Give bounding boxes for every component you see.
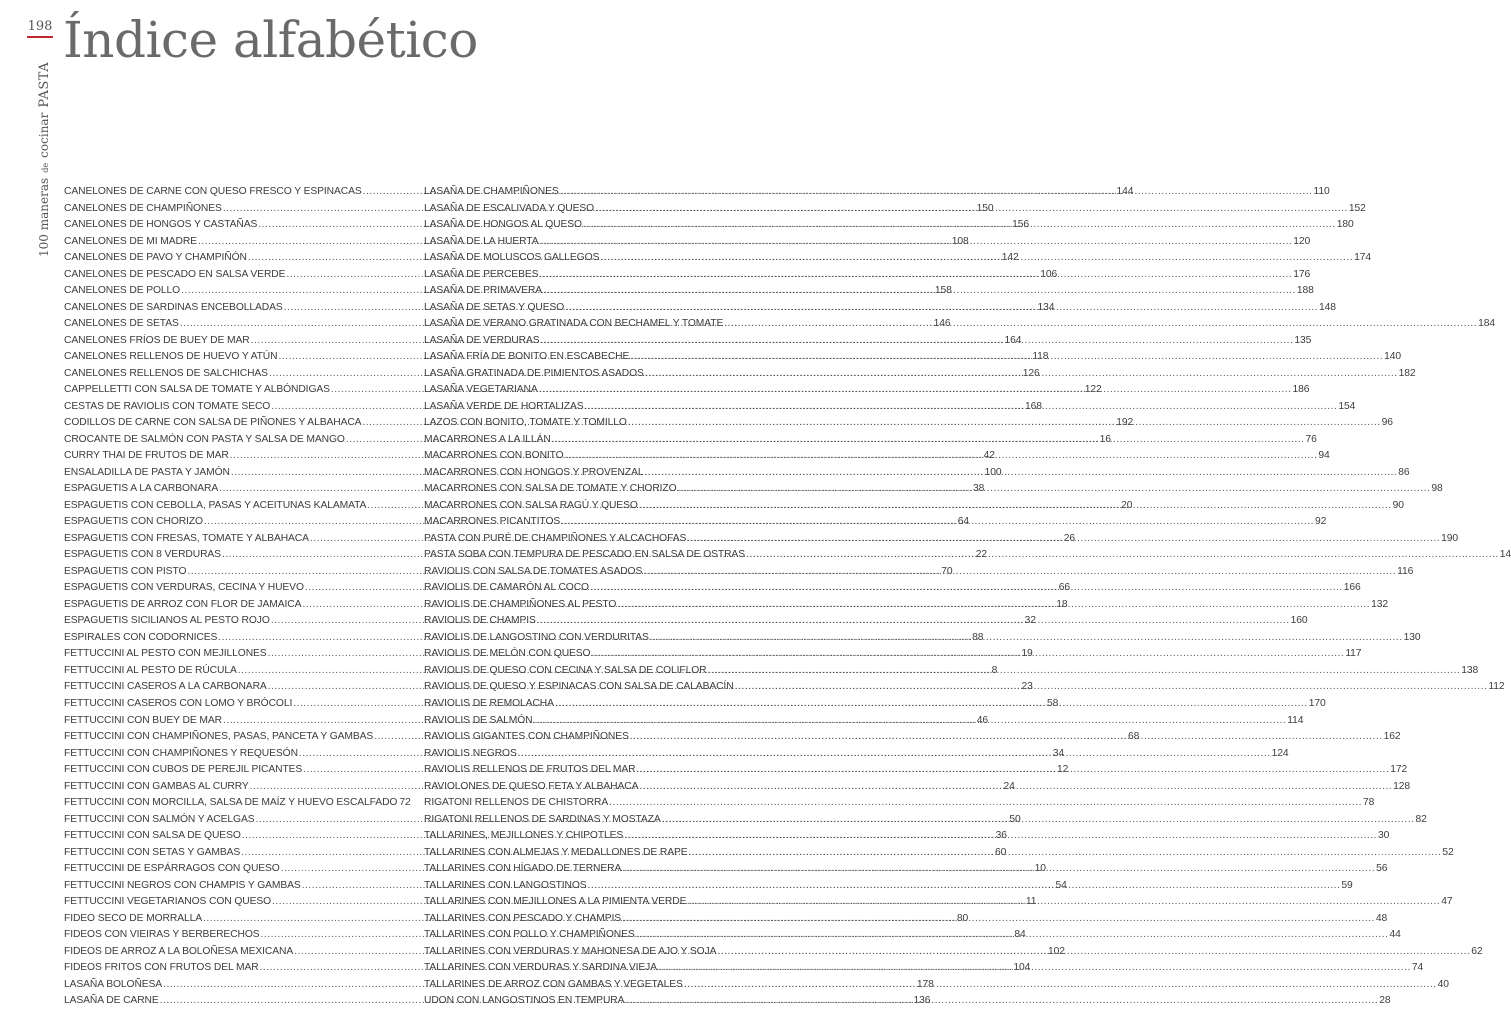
dot-leader: [625, 993, 1378, 1010]
entry-title: FETTUCCINI CON SETAS Y GAMBAS: [64, 846, 241, 858]
entry-title: FIDEO SECO DE MORRALLA: [64, 912, 202, 924]
entry-page-number: 188: [1296, 285, 1314, 297]
entry-page-number: 48: [1375, 912, 1388, 924]
entry-page-number: 20: [1121, 499, 1133, 511]
entry-page-number: 104: [1013, 962, 1031, 974]
entry-title: TALLARINES CON PESCADO Y CHAMPIS: [424, 912, 622, 924]
entry-page-number: 74: [1411, 962, 1424, 974]
entry-page-number: 22: [975, 549, 988, 561]
entry-title: FETTUCCINI CON SALMÓN Y ACELGAS: [64, 813, 255, 825]
entry-title: LASAÑA DE LA HUERTA: [424, 235, 539, 247]
dot-leader: [565, 300, 1318, 317]
entry-title: LAZOS CON BONITO, TOMATE Y TOMILLO: [424, 417, 627, 429]
red-rule-divider: [27, 36, 53, 38]
entry-page-number: 59: [1341, 879, 1353, 891]
dot-leader: [609, 795, 1362, 812]
entry-title: ESPAGUETIS CON VERDURAS, CECINA Y HUEVO: [64, 582, 304, 594]
running-header-text: [33, 62, 52, 257]
entry-title: FETTUCCINI CON CHAMPIÑONES Y REQUESÓN: [64, 747, 298, 759]
entry-page-number: 162: [1383, 731, 1401, 743]
entry-title: RAVIOLIS DE CAMARÓN AL COCO: [424, 582, 589, 594]
entry-title: ESPAGUETIS CON FRESAS, TOMATE Y ALBAHACA: [64, 532, 309, 544]
entry-page-number: 192: [1116, 417, 1134, 429]
entry-page-number: 19: [1021, 648, 1033, 660]
entry-title: CANELONES DE CARNE CON QUESO FRESCO Y ESPINACAS: [64, 186, 362, 197]
dot-leader: [707, 663, 1460, 680]
entry-title: PASTA CON PURÉ DE CHAMPIÑONES Y ALCACHOFAS: [424, 532, 687, 544]
dot-leader: [636, 927, 1389, 944]
entry-title: MACARRONES PICANTITOS: [424, 516, 561, 528]
entry-title: CANELONES DE CHAMPIÑONES: [64, 202, 222, 214]
entry-title: TALLARINES CON POLLO Y CHAMPIÑONES: [424, 929, 635, 941]
dot-leader: [537, 613, 1290, 630]
entry-title: FETTUCCINI CON SALSA DE QUESO: [64, 830, 241, 842]
entry-page-number: 182: [1398, 367, 1416, 379]
entry-title: RAVIOLIS NEGROS: [424, 747, 517, 759]
entry-page-number: 30: [1378, 830, 1390, 842]
dot-leader: [595, 201, 1348, 218]
entry-page-number: 136: [913, 995, 931, 1007]
entry-title: LASAÑA DE CHAMPIÑONES: [424, 186, 559, 197]
entry-page-number: 60: [995, 846, 1007, 858]
entry-page-number: 102: [1047, 945, 1065, 957]
vertical-running-header: [27, 42, 53, 257]
dot-leader: [645, 366, 1398, 383]
entry-title: FETTUCCINI VEGETARIANOS CON QUESO: [64, 896, 272, 908]
entry-title: FETTUCCINI DE ESPÁRRAGOS CON QUESO: [64, 863, 280, 875]
entry-page-number: 132: [1371, 598, 1389, 610]
entry-title: CODILLOS DE CARNE CON SALSA DE PIÑONES Y ALBAHACA: [64, 417, 362, 429]
entry-page-number: 12: [1057, 764, 1069, 776]
dot-leader: [650, 630, 1403, 647]
entry-page-number: 34: [1052, 747, 1065, 759]
entry-title: LASAÑA GRATINADA DE PIMIENTOS ASADOS: [424, 367, 644, 379]
entry-page-number: 120: [1293, 235, 1311, 247]
dot-leader: [561, 514, 1314, 531]
dot-leader: [658, 960, 1411, 977]
entry-page-number: 26: [1063, 532, 1076, 544]
entry-page-number: 76: [1305, 433, 1317, 445]
dot-leader: [600, 250, 1353, 267]
entry-title: TALLARINES CON LANGOSTINOS: [424, 879, 587, 891]
page-title: Índice alfabético: [63, 11, 478, 69]
entry-page-number: 164: [1004, 334, 1022, 346]
entry-page-number: 174: [1354, 252, 1371, 264]
entry-page-number: 118: [1032, 351, 1049, 363]
entry-page-number: 42: [983, 450, 995, 462]
entry-title: RAVIOLIS DE SALMÓN: [424, 714, 533, 726]
dot-leader: [630, 349, 1383, 366]
dot-leader: [630, 729, 1383, 746]
entry-title: UDON CON LANGOSTINOS EN TEMPURA: [424, 995, 625, 1007]
entry-page-number: 68: [1128, 731, 1140, 743]
entry-title: CURRY THAI DE FRUTOS DE MAR: [64, 450, 229, 462]
entry-title: FETTUCCINI CON CHAMPIÑONES, PASAS, PANCETA Y GAMBAS: [64, 731, 374, 743]
entry-title: RAVIOLIS DE CHAMPIS: [424, 615, 536, 627]
entry-page-number: 130: [1403, 631, 1421, 643]
entry-page-number: 124: [1271, 747, 1289, 759]
entry-page-number: 158: [934, 285, 952, 297]
entry-page-number: 172: [1390, 764, 1408, 776]
entry-page-number: 40: [1437, 978, 1449, 990]
entry-title: FETTUCCINI CASEROS CON LOMO Y BRÓCOLI: [64, 697, 293, 709]
entry-title: FIDEOS CON VIEIRAS Y BERBERECHOS: [64, 929, 260, 941]
dot-leader: [639, 498, 1392, 515]
dot-leader: [539, 267, 1292, 284]
entry-title: FETTUCCINI CON BUEY DE MAR: [64, 714, 222, 726]
dot-leader: [555, 696, 1308, 713]
entry-title: ENSALADILLA DE PASTA Y JAMÓN: [64, 466, 230, 478]
entry-title: FETTUCCINI CON MORCILLA, SALSA DE MAÍZ Y HUEVO ESCALFADO: [64, 797, 398, 809]
entry-title: TALLARINES CON VERDURAS Y MAHONESA DE AJO Y SOJA: [424, 945, 717, 957]
entry-page-number: 47: [1441, 896, 1453, 908]
entry-title: RIGATONI RELLENOS DE CHISTORRA: [424, 797, 609, 809]
entry-page-number: 32: [1024, 615, 1036, 627]
entry-title: ESPIRALES CON CODORNICES: [64, 631, 218, 643]
entry-page-number: 135: [1294, 334, 1312, 346]
entry-page-number: 50: [1009, 813, 1021, 825]
entry-page-number: 46: [976, 714, 989, 726]
entry-title: LASAÑA VEGETARIANA: [424, 384, 538, 396]
entry-page-number: 142: [1001, 252, 1019, 264]
entry-title: TALLARINES CON ALMEJAS Y MEDALLONES DE RAPE: [424, 846, 688, 858]
entry-page-number: 176: [1293, 268, 1311, 280]
entry-title: MACARRONES CON HONGOS Y PROVENZAL: [424, 466, 644, 478]
entry-title: CAPPELLETTI CON SALSA DE TOMATE Y ALBÓNDIGAS: [64, 384, 330, 396]
entry-page-number: 112: [1488, 681, 1505, 693]
dot-leader: [541, 333, 1294, 350]
entry-page-number: 23: [1021, 681, 1033, 693]
entry-page-number: 86: [1398, 466, 1410, 478]
entry-title: CANELONES FRÍOS DE BUEY DE MAR: [64, 334, 250, 346]
entry-page-number: 114: [1287, 714, 1304, 726]
entry-page-number: 170: [1308, 697, 1326, 709]
entry-page-number: 78: [1362, 797, 1375, 809]
entry-title: LASAÑA DE CARNE: [64, 995, 159, 1007]
entry-title: MACARRONES CON SALSA DE TOMATE Y CHORIZO: [424, 483, 677, 495]
entry-title: MACARRONES CON SALSA RAGÚ Y QUESO: [424, 499, 638, 511]
entry-title: CANELONES DE HONGOS Y CASTAÑAS: [64, 219, 258, 231]
entry-page-number: 154: [1338, 400, 1356, 412]
entry-title: LASAÑA DE PRIMAVERA: [424, 285, 543, 297]
entry-page-number: 150: [976, 202, 994, 214]
entry-page-number: 62: [1471, 945, 1483, 957]
entry-title: ESPAGUETIS A LA CARBONARA: [64, 483, 219, 495]
entry-page-number: 100: [984, 466, 1002, 478]
entry-title: TALLARINES CON HÍGADO DE TERNERA: [424, 863, 622, 875]
entry-page-number: 24: [1003, 780, 1015, 792]
entry-page-number: 186: [1292, 384, 1310, 396]
dot-leader: [644, 465, 1397, 482]
entry-title: TALLARINES DE ARROZ CON GAMBAS Y VEGETALES: [424, 978, 683, 990]
dot-leader: [543, 283, 1296, 300]
entry-title: RAVIOLIS RELLENOS DE FRUTOS DEL MAR: [424, 764, 636, 776]
dot-leader: [689, 845, 1442, 862]
entry-title: RAVIOLIS DE LANGOSTINO CON VERDURITAS: [424, 631, 649, 643]
dot-leader: [717, 944, 1470, 961]
dot-leader: [539, 382, 1292, 399]
entry-page-number: 152: [1348, 202, 1366, 214]
entry-title: ESPAGUETIS CON CHORIZO: [64, 516, 203, 528]
entry-title: FIDEOS FRITOS CON FRUTOS DEL MAR: [64, 962, 259, 974]
entry-title: FETTUCCINI AL PESTO CON MEJILLONES: [64, 648, 267, 660]
entry-page-number: 98: [1431, 483, 1443, 495]
entry-page-number: 18: [1056, 598, 1068, 610]
entry-title: ESPAGUETIS DE ARROZ CON FLOR DE JAMAICA: [64, 598, 302, 610]
entry-page-number: 160: [1290, 615, 1308, 627]
entry-title: ESPAGUETIS SICILIANOS AL PESTO ROJO: [64, 615, 270, 627]
entry-page-number: 184: [1478, 318, 1495, 330]
entry-title: RAVIOLIS DE REMOLACHA: [424, 697, 554, 709]
entry-title: LASAÑA FRÍA DE BONITO EN ESCABECHE: [424, 351, 630, 363]
entry-title: CANELONES DE POLLO: [64, 285, 181, 297]
dot-leader: [583, 217, 1336, 234]
entry-title: CANELONES DE MI MADRE: [64, 235, 197, 247]
entry-title: TALLARINES CON VERDURAS Y SARDINA VIEJA: [424, 962, 657, 974]
dot-leader: [746, 547, 1499, 564]
entry-title: TALLARINES, MEJILLONES Y CHIPOTLES: [424, 830, 624, 842]
entry-title: CANELONES DE SARDINAS ENCEBOLLADAS: [64, 301, 283, 313]
entry-title: LASAÑA DE MOLUSCOS GALLEGOS: [424, 252, 600, 264]
entry-title: FETTUCCINI CASEROS A LA CARBONARA: [64, 681, 267, 693]
dot-leader: [628, 415, 1381, 432]
entry-title: RAVIOLIS GIGANTES CON CHAMPIÑONES: [424, 731, 629, 743]
dot-leader: [639, 779, 1392, 796]
dot-leader: [678, 481, 1431, 498]
page-number: 198: [27, 19, 53, 34]
entry-page-number: 144: [1116, 186, 1134, 197]
entry-page-number: 38: [972, 483, 985, 495]
entry-title: FETTUCCINI CON CUBOS DE PEREJIL PICANTES: [64, 764, 303, 776]
entry-page-number: 58: [1047, 697, 1059, 709]
entry-title: LASAÑA DE VERANO GRATINADA CON BECHAMEL Y TOMATE: [424, 318, 724, 330]
entry-title: LASAÑA DE ESCALIVADA Y QUESO: [424, 202, 595, 214]
index-entry: [424, 795, 1375, 812]
entry-title: TALLARINES CON MEJILLONES A LA PIMIENTA VERDE: [424, 896, 687, 908]
entry-page-number: 148: [1319, 301, 1336, 313]
entry-title: LASAÑA VERDE DE HORTALIZAS: [424, 400, 584, 412]
entry-title: PASTA SOBA CON TEMPURA DE PESCADO EN SALSA DE OSTRAS: [424, 549, 745, 561]
dot-leader: [518, 746, 1271, 763]
dot-leader: [687, 894, 1440, 911]
entry-page-number: 94: [1318, 450, 1330, 462]
dot-leader: [687, 531, 1440, 548]
entry-title: ESPAGUETIS CON 8 VERDURAS: [64, 549, 221, 561]
entry-title: ESPAGUETIS CON CEBOLLA, PASAS Y ACEITUNAS KALAMATA: [64, 499, 367, 511]
entry-title: FETTUCCINI NEGROS CON CHAMPIS Y GAMBAS: [64, 879, 301, 891]
entry-title: CANELONES DE PESCADO EN SALSA VERDE: [64, 268, 286, 280]
index-entry: [424, 580, 1361, 597]
entry-page-number: 140: [1384, 351, 1401, 363]
entry-page-number: 64: [957, 516, 970, 528]
entry-page-number: 82: [1415, 813, 1427, 825]
dot-leader: [643, 564, 1396, 581]
entry-page-number: 180: [1336, 219, 1354, 231]
entry-page-number: 110: [1313, 186, 1330, 197]
entry-page-number: 44: [1389, 929, 1401, 941]
entry-page-number: 84: [1014, 929, 1026, 941]
entry-title: LASAÑA DE PERCEBES: [424, 268, 539, 280]
dot-leader: [735, 679, 1488, 696]
dot-leader: [622, 861, 1375, 878]
entry-title: CANELONES DE PAVO Y CHAMPIÑÓN: [64, 252, 247, 264]
entry-page-number: 168: [1025, 400, 1042, 412]
entry-title: FETTUCCINI CON GAMBAS AL CURRY: [64, 780, 249, 792]
entry-page-number: 28: [1379, 995, 1391, 1007]
entry-title: FETTUCCINI AL PESTO DE RÚCULA: [64, 664, 237, 676]
section-label: PASTA: [37, 61, 52, 108]
dot-leader: [552, 432, 1305, 449]
entry-title: RAVIOLIS DE QUESO CON CECINA Y SALSA DE COLIFLOR: [424, 664, 707, 676]
entry-title: RAVIOLIS DE CHAMPIÑONES AL PESTO: [424, 598, 617, 610]
dot-leader: [624, 828, 1377, 845]
book-title: 100 maneras: [37, 177, 51, 257]
entry-page-number: 16: [1099, 433, 1111, 445]
entry-page-number: 106: [1040, 268, 1058, 280]
entry-page-number: 146: [933, 318, 951, 330]
entry-title: CESTAS DE RAVIOLIS CON TOMATE SECO: [64, 400, 271, 412]
entry-title: CANELONES RELLENOS DE SALCHICHAS: [64, 367, 268, 379]
entry-page-number: 117: [1345, 648, 1362, 660]
dot-leader: [585, 399, 1338, 416]
entry-page-number: 72: [399, 797, 411, 809]
entry-title: CROCANTE DE SALMÓN CON PASTA Y SALSA DE MANGO: [64, 433, 345, 445]
entry-page-number: 128: [1393, 780, 1411, 792]
entry-title: LASAÑA BOLOÑESA: [64, 978, 163, 990]
entry-title: RAVIOLIS DE QUESO Y ESPINACAS CON SALSA DE CALABACÍN: [424, 681, 734, 693]
dot-leader: [588, 878, 1341, 895]
dot-leader: [662, 812, 1415, 829]
dot-leader: [591, 646, 1344, 663]
entry-page-number: 70: [941, 565, 953, 577]
dot-leader: [590, 580, 1343, 597]
entry-page-number: 178: [916, 978, 934, 990]
entry-page-number: 66: [1058, 582, 1070, 594]
entry-page-number: 88: [972, 631, 984, 643]
dot-leader: [533, 713, 1286, 730]
dot-leader: [724, 316, 1477, 333]
entry-page-number: 156: [1012, 219, 1029, 231]
dot-leader: [622, 911, 1375, 928]
entry-page-number: 8: [991, 664, 998, 676]
entry-page-number: 108: [951, 235, 969, 247]
entry-title: CANELONES RELLENOS DE HUEVO Y ATÚN: [64, 351, 278, 363]
dot-leader: [636, 762, 1389, 779]
entry-title: RAVIOLIS CON SALSA DE TOMATES ASADOS: [424, 565, 643, 577]
entry-page-number: 96: [1381, 417, 1393, 429]
entry-page-number: 11: [1025, 896, 1037, 908]
entry-title: FIDEOS DE ARROZ A LA BOLOÑESA MEXICANA: [64, 945, 294, 957]
dot-leader: [560, 184, 1313, 201]
entry-page-number: 122: [1084, 384, 1102, 396]
entry-title: RAVIOLONES DE QUESO FETA Y ALBAHACA: [424, 780, 639, 792]
entry-page-number: 126: [1022, 367, 1040, 379]
entry-page-number: 36: [995, 830, 1007, 842]
entry-page-number: 138: [1461, 664, 1479, 676]
entry-title: LASAÑA DE SETAS Y QUESO: [424, 301, 565, 313]
entry-page-number: 116: [1397, 565, 1414, 577]
entry-page-number: 80: [956, 912, 969, 924]
dot-leader: [617, 597, 1370, 614]
index-entry: [424, 663, 1479, 680]
entry-page-number: 52: [1442, 846, 1454, 858]
entry-title: RAVIOLIS DE MELÓN CON QUESO: [424, 648, 591, 660]
entry-page-number: 14: [1499, 549, 1511, 561]
entry-page-number: 166: [1343, 582, 1361, 594]
book-title-separator: de: [41, 162, 50, 173]
dot-leader: [684, 977, 1437, 994]
entry-title: MACARRONES CON BONITO: [424, 450, 564, 462]
entry-title: ESPAGUETIS CON PISTO: [64, 565, 187, 577]
entry-title: LASAÑA DE VERDURAS: [424, 334, 540, 346]
entry-page-number: 54: [1055, 879, 1067, 891]
entry-title: MACARRONES A LA ILLÁN: [424, 433, 551, 445]
entry-page-number: 190: [1441, 532, 1458, 544]
entry-page-number: 10: [1034, 863, 1046, 875]
dot-leader: [539, 234, 1292, 251]
entry-page-number: 134: [1037, 301, 1055, 313]
index-entry: [64, 795, 411, 812]
entry-page-number: 56: [1376, 863, 1388, 875]
entry-page-number: 92: [1315, 516, 1327, 528]
entry-page-number: 90: [1392, 499, 1404, 511]
book-title-2: cocinar: [37, 112, 51, 158]
dot-leader: [565, 448, 1318, 465]
entry-title: LASAÑA DE HONGOS AL QUESO: [424, 219, 582, 231]
entry-title: CANELONES DE SETAS: [64, 318, 179, 330]
entry-title: RIGATONI RELLENOS DE SARDINAS Y MOSTAZA: [424, 813, 661, 825]
